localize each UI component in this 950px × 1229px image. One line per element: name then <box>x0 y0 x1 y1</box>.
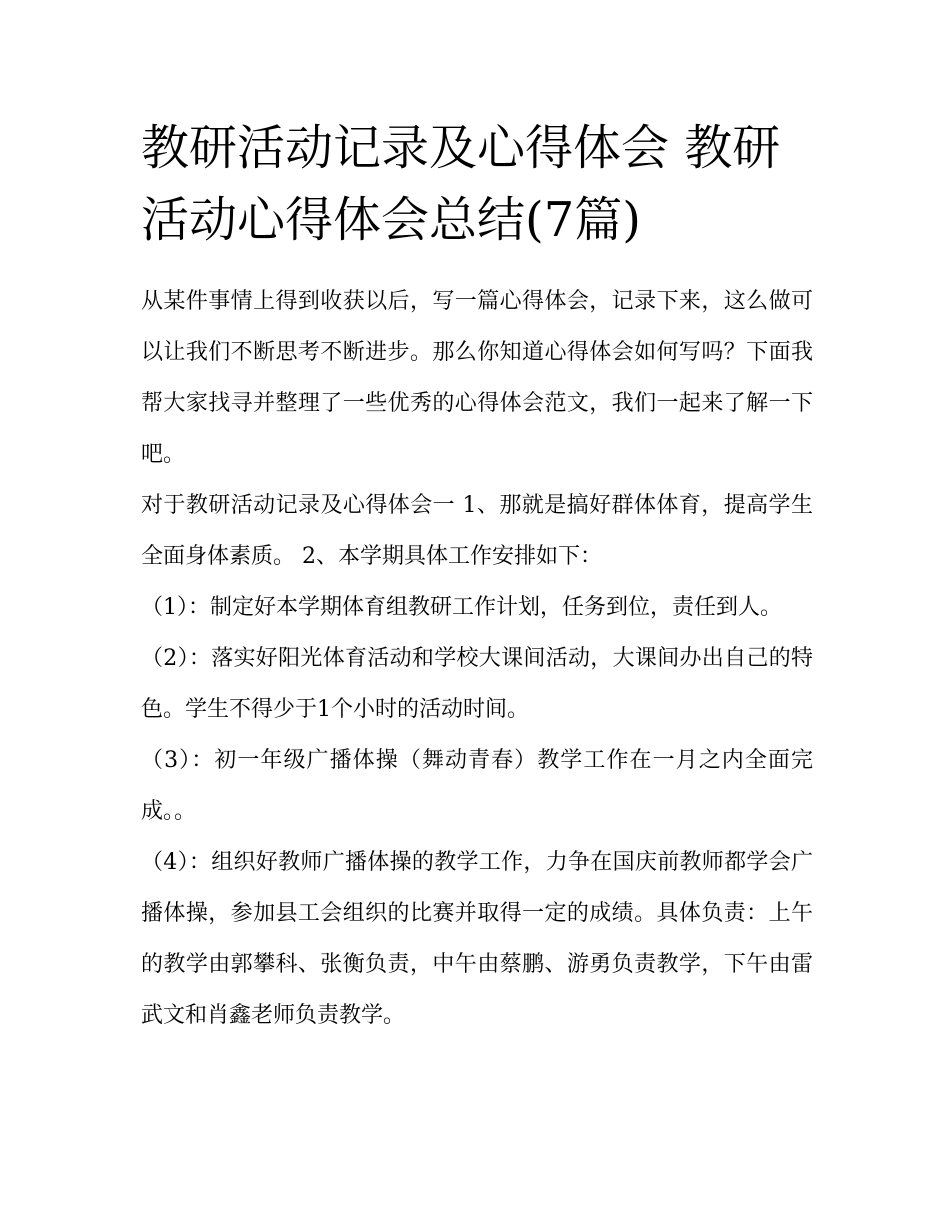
paragraph-item-1: （1）：制定好本学期体育组教研工作计划，任务到位，责任到人。 <box>141 595 782 620</box>
paragraph-intro: 从某件事情上得到收获以后，写一篇心得体会，记录下来，这么做可以让我们不断思考不断进步。那么你知道心得体会如何写吗？下面我帮大家找寻并整理了一些优秀的心得体会范文，我们一起来了解一下吧。 <box>141 289 813 467</box>
document-title: 教研活动记录及心得体会 教研活动心得体会总结(7篇) <box>141 120 781 248</box>
paragraph-item-2: （2）：落实好阳光体育活动和学校大课间活动，大课间办出自己的特色。学生不得少于1个小时的活动时间。 <box>141 646 813 722</box>
paragraph-item-4: （4）：组织好教师广播体操的教学工作，力争在国庆前教师都学会广播体操，参加县工会组织的比赛并取得一定的成绩。具体负责：上午的教学由郭攀科、张衡负责，中午由蔡鹏、游勇负责教学，下午由雷武文和肖鑫老师负责教学。 <box>141 850 813 1028</box>
document-content <box>141 112 813 1041</box>
paragraph-section-1: 对于教研活动记录及心得体会一 1、那就是搞好群体体育，提高学生全面身体素质。 2、本学期具体工作安排如下： <box>141 493 813 569</box>
paragraph-item-3: （3）：初一年级广播体操（舞动青春）教学工作在一月之内全面完成。。 <box>141 748 813 824</box>
